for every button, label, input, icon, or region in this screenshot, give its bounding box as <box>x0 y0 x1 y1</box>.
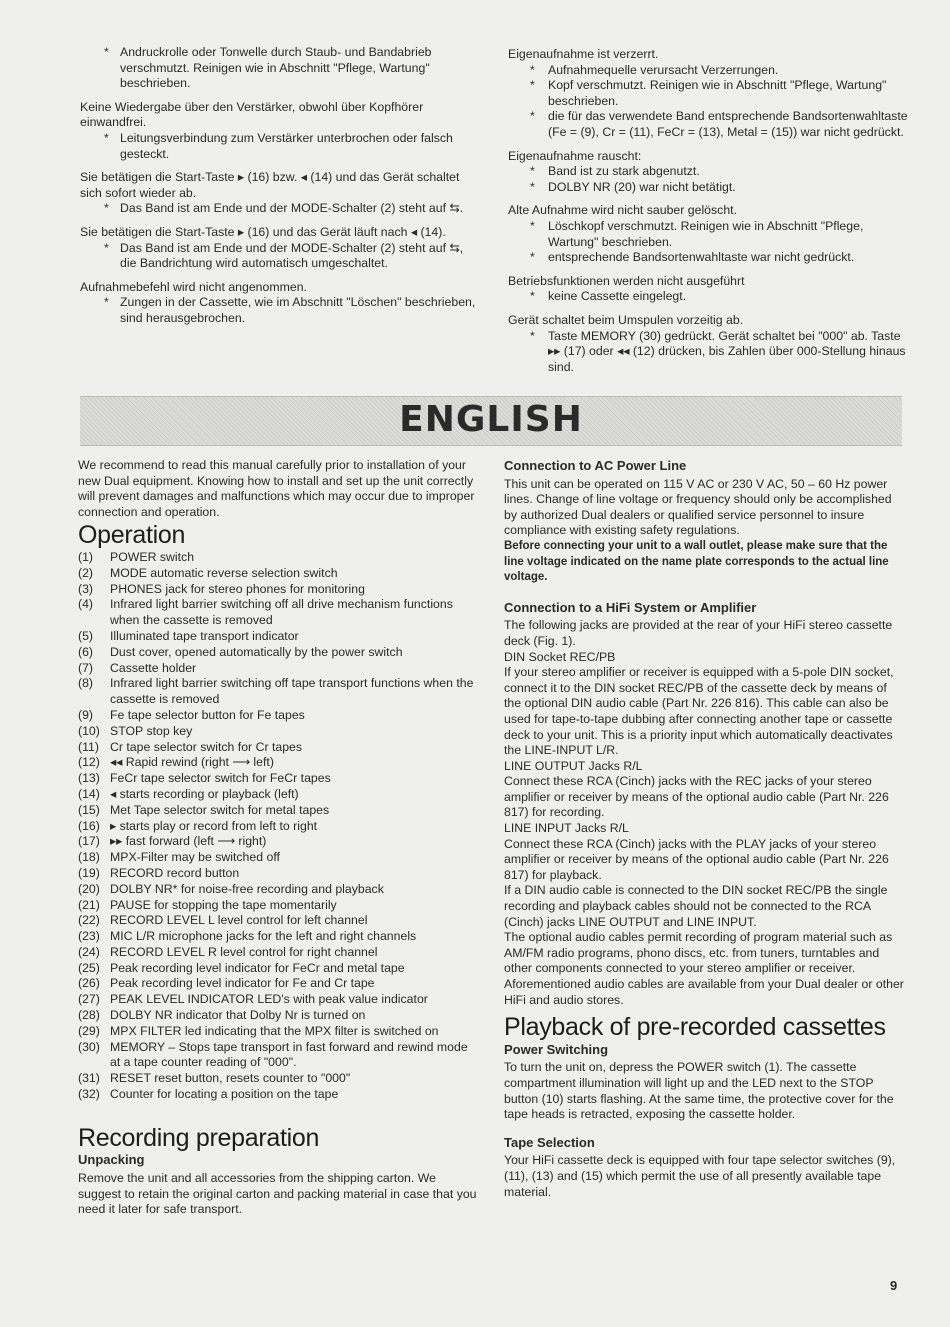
trouble-heading: Eigenaufnahme rauscht: <box>508 148 642 163</box>
control-description: RECORD record button <box>110 865 240 880</box>
control-number: (29) <box>78 1023 100 1038</box>
control-item <box>78 961 480 977</box>
ac-power-text: This unit can be operated on 115 V AC or 230 V AC, 50 – 60 Hz power lines. Change of line voltage or frequency should only be accomplished by authorized Dual dealers or qualified service personnel to insure compliance with existing safety regulations. <box>504 476 892 538</box>
trouble-bullet: * Taste MEMORY (30) gedrückt. Gerät schaltet bei "000" ab. Taste ▸▸ (17) oder ◂◂ (12) drücken, bis Zahlen über 000-Stellung hinaus sind. <box>508 329 908 376</box>
trouble-heading: Sie betätigen die Start-Taste ▸ (16) bzw. ◂ (14) und das Gerät schaltet sich sofort wieder ab. <box>80 170 460 200</box>
trouble-bullet: * Kopf verschmutzt. Reinigen wie in Abschnitt "Pflege, Wartung" beschrieben. <box>508 78 908 109</box>
control-item <box>78 913 480 929</box>
control-number: (13) <box>78 771 100 786</box>
trouble-bullet: * Das Band ist am Ende und der MODE-Schalter (2) steht auf ⇆. <box>80 201 482 217</box>
hifi-connection-text <box>504 618 904 1008</box>
control-number: (17) <box>78 834 100 849</box>
tape-selection-subheading: Tape Selection <box>504 1134 595 1150</box>
trouble-bullet: * Band ist zu stark abgenutzt. <box>508 164 908 180</box>
control-description: Counter for locating a position on the tape <box>110 1087 339 1102</box>
control-item <box>78 629 480 645</box>
control-number: (24) <box>78 944 100 959</box>
operation-heading: Operation <box>78 521 186 550</box>
control-description: Cassette holder <box>110 660 197 675</box>
control-number: (19) <box>78 865 100 880</box>
control-item <box>78 708 480 724</box>
right-column <box>504 458 904 1200</box>
trouble-heading: Aufnahmebefehl wird nicht angenommen. <box>80 279 307 294</box>
control-item <box>78 661 480 677</box>
control-number: (4) <box>78 597 94 612</box>
trouble-heading: Sie betätigen die Start-Taste ▸ (16) und das Gerät läuft nach ◂ (14). <box>80 224 446 239</box>
playback-heading: Playback of pre-recorded cassettes <box>504 1013 886 1042</box>
control-description: MPX FILTER led indicating that the MPX filter is switched on <box>110 1023 439 1038</box>
control-item <box>78 929 480 945</box>
power-switching-text: To turn the unit on, depress the POWER switch (1). The cassette compartment illumination will light up and the LED next to the STOP button (10) starts flashing. At the same time, the protective cover for the tape heads is retracted, exposing the cassette holder. <box>504 1060 894 1122</box>
control-item <box>78 740 480 756</box>
control-description: POWER switch <box>110 549 195 564</box>
control-description: Fe tape selector button for Fe tapes <box>110 707 305 722</box>
control-number: (20) <box>78 881 100 896</box>
control-number: (9) <box>78 707 94 722</box>
control-number: (30) <box>78 1039 100 1054</box>
power-switching-subheading: Power Switching <box>504 1041 609 1057</box>
control-description: RECORD LEVEL L level control for left channel <box>110 913 368 928</box>
control-description: STOP stop key <box>110 723 193 738</box>
tape-selection-text: Your HiFi cassette deck is equipped with four tape selector switches (9), (11), (13) and (15) which permit the use of all presently available tape material. <box>504 1153 896 1199</box>
control-description: PAUSE for stopping the tape momentarily <box>110 897 337 912</box>
control-description: Infrared light barrier switching off tape transport functions when the cassette is removed <box>110 676 474 707</box>
control-description: FeCr tape selector switch for FeCr tapes <box>110 771 331 786</box>
control-number: (26) <box>78 976 100 991</box>
control-number: (21) <box>78 897 100 912</box>
hifi-paragraph: Connect these RCA (Cinch) jacks with the REC jacks of your stereo amplifier or receiver by means of the optional audio cable (Part Nr. 226 817) for recording. <box>504 774 889 820</box>
hifi-paragraph: Aforementioned audio cables are available from your Dual dealer or other HiFi and audio stores. <box>504 977 904 1007</box>
control-number: (5) <box>78 628 94 643</box>
control-number: (8) <box>78 676 94 691</box>
german-troubleshooting-left <box>80 45 482 327</box>
control-item <box>78 1087 480 1103</box>
control-number: (6) <box>78 644 94 659</box>
trouble-bullet: * keine Cassette eingelegt. <box>508 289 908 305</box>
control-item <box>78 771 480 787</box>
control-item <box>78 1008 480 1024</box>
control-item <box>78 645 480 661</box>
control-description: ▸ starts play or record from left to right <box>110 818 318 833</box>
hifi-connection-subheading: Connection to a HiFi System or Amplifier <box>504 599 757 615</box>
trouble-heading: Eigenaufnahme ist verzerrt. <box>508 47 659 61</box>
control-number: (32) <box>78 1087 100 1102</box>
control-item <box>78 1040 480 1072</box>
control-number: (18) <box>78 850 100 865</box>
control-item <box>78 866 480 882</box>
control-number: (28) <box>78 1008 100 1023</box>
control-number: (10) <box>78 723 100 738</box>
control-description: Infrared light barrier switching off all drive mechanism functions when the cassette is removed <box>110 597 453 628</box>
control-number: (23) <box>78 929 100 944</box>
trouble-bullet: * Aufnahmequelle verursacht Verzerrungen. <box>508 63 908 79</box>
control-description: Dust cover, opened automatically by the power switch <box>110 644 403 659</box>
control-description: ▸▸ fast forward (left ⟶ right) <box>110 834 267 849</box>
control-number: (22) <box>78 913 100 928</box>
control-item <box>78 1024 480 1040</box>
control-item <box>78 566 480 582</box>
hifi-paragraph: The optional audio cables permit recording of program material such as AM/FM radio programs, phono discs, etc. from tuners, turntables and other components connected to your stereo amplifier or receiver. <box>504 930 893 976</box>
control-number: (15) <box>78 802 100 817</box>
intro-paragraph: We recommend to read this manual carefully prior to installation of your new Dual equipment. Knowing how to install and set up the unit correctly will prevent damages and malfunctions which may occur due to improper connection and operation. <box>78 458 475 519</box>
control-item <box>78 803 480 819</box>
control-description: ◂◂ Rapid rewind (right ⟶ left) <box>110 755 274 770</box>
trouble-bullet: * die für das verwendete Band entsprechende Bandsortenwahltaste (Fe = (9), Cr = (11), FeCr = (13), Metal = (15)) war nicht gedrückt. <box>508 109 908 140</box>
control-description: MPX-Filter may be switched off <box>110 850 280 865</box>
control-item <box>78 882 480 898</box>
hifi-paragraph: The following jacks are provided at the rear of your HiFi stereo cassette deck (Fig. 1). <box>504 618 893 648</box>
control-number: (27) <box>78 992 100 1007</box>
control-description: Cr tape selector switch for Cr tapes <box>110 739 303 754</box>
hifi-paragraph: If a DIN audio cable is connected to the DIN socket REC/PB the single recording and playback cables should not be connected to the RCA (Cinch) jacks LINE OUTPUT and LINE INPUT. <box>504 883 888 929</box>
control-item <box>78 945 480 961</box>
control-item <box>78 834 480 850</box>
trouble-bullet: * Zungen in der Cassette, wie im Abschnitt "Löschen" beschrieben, sind herausgebrochen. <box>80 295 482 326</box>
unpacking-subheading: Unpacking <box>78 1152 145 1168</box>
control-number: (11) <box>78 739 99 754</box>
control-item <box>78 724 480 740</box>
control-number: (7) <box>78 660 94 675</box>
trouble-bullet: * Andruckrolle oder Tonwelle durch Staub- und Bandabrieb verschmutzt. Reinigen wie in Abschnitt "Pflege, Wartung" beschrieben. <box>80 45 482 92</box>
control-description: PHONES jack for stereo phones for monitoring <box>110 581 365 596</box>
trouble-bullet: * Löschkopf verschmutzt. Reinigen wie in Abschnitt "Pflege, Wartung" beschrieben. <box>508 219 908 250</box>
page-number: 9 <box>890 1278 898 1293</box>
control-number: (31) <box>78 1071 100 1086</box>
control-description: MIC L/R microphone jacks for the left and right channels <box>110 929 417 944</box>
control-description: RESET reset button, resets counter to "000" <box>110 1071 351 1086</box>
control-description: MEMORY – Stops tape transport in fast forward and rewind mode at a tape counter reading of "000". <box>110 1039 468 1070</box>
english-banner <box>80 396 902 446</box>
trouble-heading: Alte Aufnahme wird nicht sauber gelöscht. <box>508 203 737 218</box>
control-description: PEAK LEVEL INDICATOR LED's with peak value indicator <box>110 992 428 1007</box>
banner-title: ENGLISH <box>399 399 583 440</box>
control-description: Met Tape selector switch for metal tapes <box>110 802 330 817</box>
trouble-heading: Keine Wiedergabe über den Verstärker, obwohl über Kopfhörer einwandfrei. <box>80 99 424 130</box>
control-item <box>78 550 480 566</box>
german-troubleshooting-right <box>508 47 908 375</box>
control-item <box>78 787 480 803</box>
control-number: (25) <box>78 960 100 975</box>
control-number: (14) <box>78 786 100 801</box>
hifi-paragraph: Connect these RCA (Cinch) jacks with the PLAY jacks of your stereo amplifier or receiver by means of the optional audio cable (Part Nr. 226 817) for playback. <box>504 836 889 882</box>
control-description: ◂ starts recording or playback (left) <box>110 786 299 801</box>
control-item <box>78 976 480 992</box>
control-item <box>78 850 480 866</box>
hifi-paragraph: LINE OUTPUT Jacks R/L <box>504 758 643 773</box>
ac-power-subheading: Connection to AC Power Line <box>504 458 687 473</box>
control-item <box>78 755 480 771</box>
control-item <box>78 676 480 708</box>
trouble-bullet: * DOLBY NR (20) war nicht betätigt. <box>508 180 908 196</box>
control-item <box>78 898 480 914</box>
trouble-heading: Gerät schaltet beim Umspulen vorzeitig ab. <box>508 312 744 327</box>
control-description: Peak recording level indicator for FeCr and metal tape <box>110 960 405 975</box>
control-description: Peak recording level indicator for Fe and Cr tape <box>110 976 375 991</box>
trouble-heading: Betriebsfunktionen werden nicht ausgeführt <box>508 273 745 288</box>
control-item <box>78 582 480 598</box>
control-number: (3) <box>78 581 94 596</box>
trouble-bullet: * entsprechende Bandsortenwahltaste war nicht gedrückt. <box>508 250 908 266</box>
control-description: Illuminated tape transport indicator <box>110 628 299 643</box>
operation-controls-list <box>78 550 480 1103</box>
trouble-bullet: * Leitungsverbindung zum Verstärker unterbrochen oder falsch gesteckt. <box>80 131 482 162</box>
control-item <box>78 597 480 629</box>
left-column <box>78 458 480 1218</box>
control-number: (12) <box>78 755 100 770</box>
control-number: (1) <box>78 549 94 564</box>
recording-preparation-heading: Recording preparation <box>78 1123 320 1152</box>
control-description: MODE automatic reverse selection switch <box>110 565 338 580</box>
control-number: (2) <box>78 565 94 580</box>
control-item <box>78 992 480 1008</box>
control-description: DOLBY NR indicator that Dolby Nr is turned on <box>110 1008 366 1023</box>
trouble-bullet: * Das Band ist am Ende und der MODE-Schalter (2) steht auf ⇆, die Bandrichtung wird automatisch umgeschaltet. <box>80 241 482 272</box>
ac-power-warning: Before connecting your unit to a wall outlet, please make sure that the line voltage indicated on the name plate corresponds to the actual line voltage. <box>504 539 889 584</box>
control-item <box>78 1071 480 1087</box>
unpacking-text: Remove the unit and all accessories from the shipping carton. We suggest to retain the original carton and packing material in case that you need it later for safe transport. <box>78 1171 477 1217</box>
control-number: (16) <box>78 818 100 833</box>
control-item <box>78 819 480 835</box>
control-description: DOLBY NR* for noise-free recording and playback <box>110 881 384 896</box>
hifi-paragraph: If your stereo amplifier or receiver is equipped with a 5-pole DIN socket, connect it to the DIN socket REC/PB of the cassette deck by means of the optional DIN audio cable (Part Nr. 226 816). This cable can also be used for tape-to-tape dubbing after connecting another tape or cassette deck to your unit. This is a priority input which automatically deactivates the LINE-INPUT L/R. <box>504 665 894 758</box>
hifi-paragraph: LINE INPUT Jacks R/L <box>504 821 629 836</box>
hifi-paragraph: DIN Socket REC/PB <box>504 649 616 664</box>
control-description: RECORD LEVEL R level control for right channel <box>110 944 378 959</box>
